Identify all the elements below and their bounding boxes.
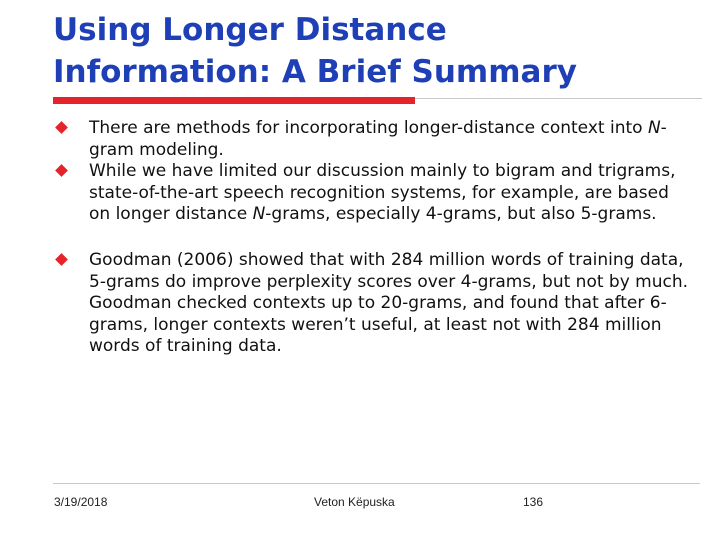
- slide-title: [53, 9, 693, 93]
- footer-date: 3/19/2018: [54, 495, 108, 509]
- list-item: [54, 118, 694, 161]
- bullet-text-pre: Goodman (2006) showed that with 284 million words of training data, 5-grams do improve perplexity scores over 4-grams, but not by much. Goodman checked contexts up to 20-grams, and found that after 6-grams, longer contexts weren’t useful, at least not with 284 million words of training data.: [89, 249, 689, 357]
- title-underline-accent: [53, 97, 415, 104]
- title-underline-rule: [415, 98, 702, 99]
- bullet-text-post: -gram modeling.: [89, 118, 667, 160]
- bullet-list: [54, 118, 694, 358]
- title-line-1: Using Longer Distance: [53, 12, 447, 48]
- footer-page-number: 136: [523, 495, 544, 509]
- bullet-text-post: -grams, especially 4-grams, but also 5-grams.: [265, 204, 657, 225]
- diamond-bullet-icon: [55, 121, 68, 134]
- footer-rule: [53, 483, 700, 484]
- list-item: [54, 161, 694, 226]
- bullet-text-pre: There are methods for incorporating longer-distance context into: [89, 118, 648, 138]
- diamond-bullet-icon: [55, 253, 68, 266]
- footer-author: Veton Këpuska: [314, 495, 395, 509]
- bullet-text-em: N: [252, 204, 266, 225]
- title-line-2: Information: A Brief Summary: [53, 54, 577, 90]
- diamond-bullet-icon: [55, 164, 68, 177]
- list-item: [54, 250, 694, 358]
- bullet-text-em: N: [647, 118, 661, 138]
- bullet-text-pre: While we have limited our discussion mainly to bigram and trigrams, state-of-the-art speech recognition systems, for example, are based on longer distance: [89, 161, 676, 225]
